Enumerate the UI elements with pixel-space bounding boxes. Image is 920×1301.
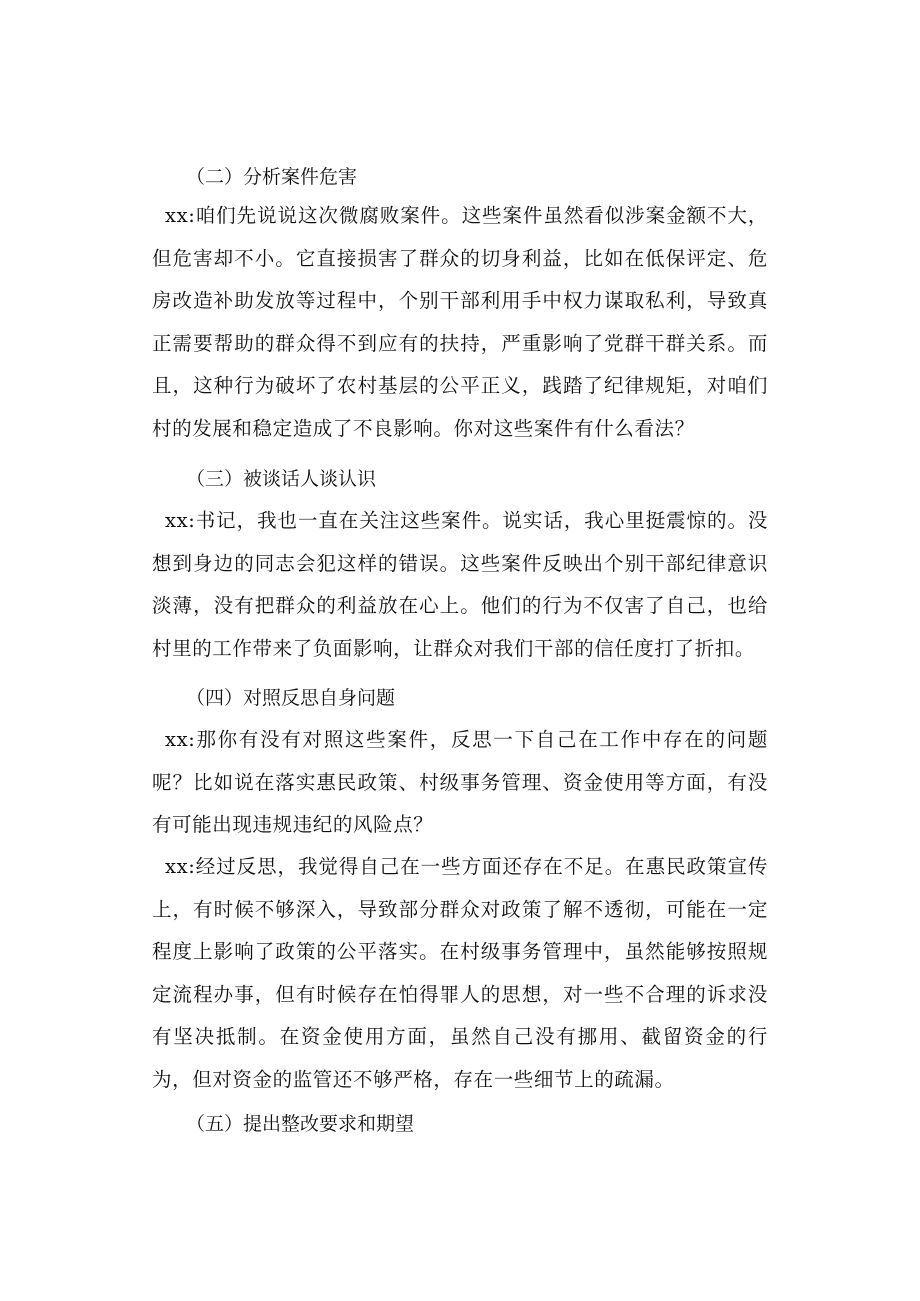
- section-heading-2: （二）分析案件危害: [186, 166, 358, 188]
- paragraph-self-reflection-answer: xx:经过反思，我觉得自己在一些方面还存在不足。在惠民政策宣传上，有时候不够深入，导致部分群众对政策了解不透彻，可能在一定程度上影响了政策的公平落实。在村级事务管理中，虽然能够按照规定流程办事，但有时候存在怕得罪人的思想，对一些不合理的诉求没有坚决抵制。在资金使用方面，虽然自己没有挪用、截留资金的行为，但对资金的监管还不够严格，存在一些细节上的疏漏。: [152, 855, 768, 1091]
- paragraph-case-harm: xx:咱们先说说这次微腐败案件。这些案件虽然看似涉案金额不大，但危害却不小。它直接损害了群众的切身利益，比如在低保评定、危房改造补助发放等过程中，个别干部利用手中权力谋取私利，导致真正需要帮助的群众得不到应有的扶持，严重影响了党群干群关系。而且，这种行为破坏了农村基层的公平正义，践踏了纪律规矩，对咱们村的发展和稳定造成了不良影响。你对这些案件有什么看法？: [152, 204, 768, 440]
- paragraph-self-reflection-question: xx:那你有没有对照这些案件，反思一下自己在工作中存在的问题呢？比如说在落实惠民政策、村级事务管理、资金使用等方面，有没有可能出现违规违纪的风险点？: [152, 728, 768, 836]
- paragraph-interviewee-view: xx:书记，我也一直在关注这些案件。说实话，我心里挺震惊的。没想到身边的同志会犯这样的错误。这些案件反映出个别干部纪律意识淡薄，没有把群众的利益放在心上。他们的行为不仅害了自己，也给村里的工作带来了负面影响，让群众对我们干部的信任度打了折扣。: [152, 509, 768, 660]
- section-heading-3: （三）被谈话人谈认识: [186, 468, 377, 490]
- section-heading-4: （四）对照反思自身问题: [186, 687, 396, 709]
- section-heading-5: （五）提出整改要求和期望: [186, 1113, 415, 1135]
